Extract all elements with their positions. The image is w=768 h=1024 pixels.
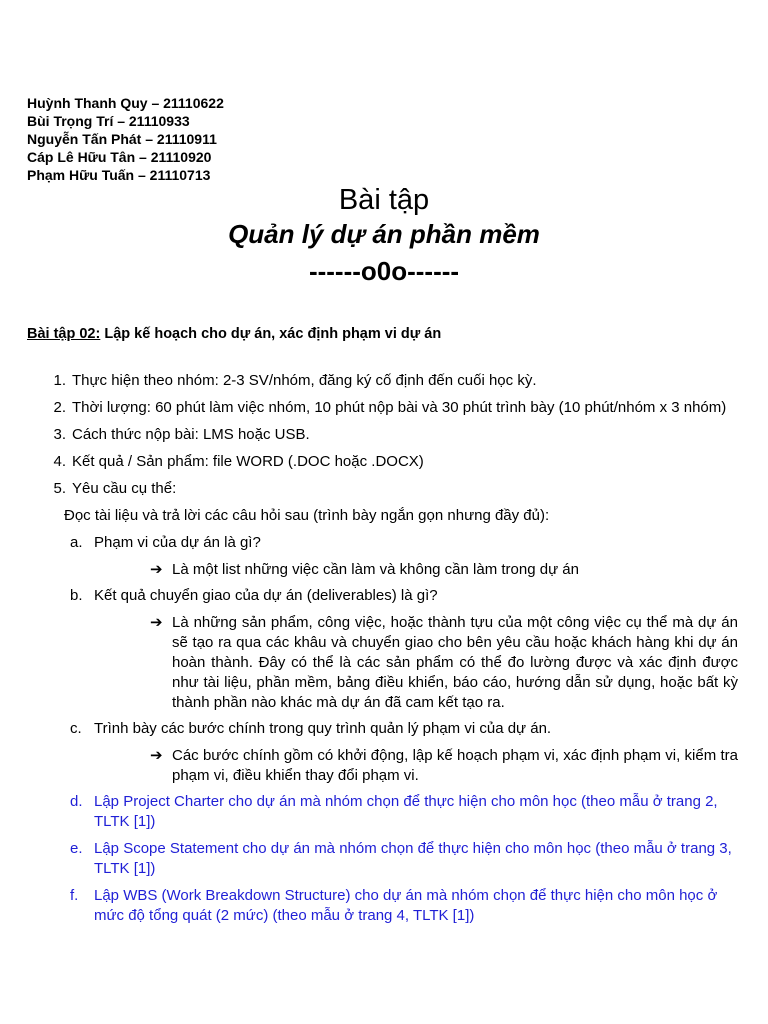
question-text: Phạm vi của dự án là gì? bbox=[94, 534, 261, 551]
arrow-right-icon: ➔ bbox=[150, 614, 163, 631]
arrow-right-icon: ➔ bbox=[150, 561, 163, 578]
question-letter: b. bbox=[70, 587, 83, 604]
list-item bbox=[48, 425, 738, 445]
author-line: Huỳnh Thanh Quy – 21110622 bbox=[27, 95, 224, 111]
author-list bbox=[27, 94, 224, 184]
list-item-text: Cách thức nộp bài: LMS hoặc USB. bbox=[72, 426, 310, 443]
question-letter: d. bbox=[70, 793, 83, 810]
title-divider: ------o0o------ bbox=[308, 256, 460, 286]
instructions-paragraph: Đọc tài liệu và trả lời các câu hỏi sau (trình bày ngắn gọn nhưng đầy đủ): bbox=[64, 507, 550, 524]
question-item bbox=[48, 533, 738, 553]
list-item bbox=[48, 398, 738, 418]
list-number: 3. bbox=[53, 426, 66, 443]
question-text: Lập Project Charter cho dự án mà nhóm chọn để thực hiện cho môn học (theo mẫu ở trang 2, TLTK [1]) bbox=[94, 793, 718, 830]
author-line: Phạm Hữu Tuấn – 21110713 bbox=[27, 167, 211, 183]
answer-body: Các bước chính gồm có khởi động, lập kế hoạch phạm vi, xác định phạm vi, kiểm tra phạm vi, điều khiển thay đổi phạm vi. bbox=[172, 747, 738, 784]
exercise-heading bbox=[27, 326, 441, 342]
document-title: Bài tập bbox=[338, 184, 430, 216]
question-item bbox=[48, 886, 738, 926]
author-line: Nguyễn Tấn Phát – 21110911 bbox=[27, 131, 217, 147]
list-number: 4. bbox=[53, 453, 66, 470]
list-number: 2. bbox=[53, 399, 66, 416]
answer-text bbox=[150, 613, 738, 713]
list-item bbox=[48, 479, 738, 499]
exercise-body bbox=[48, 371, 738, 933]
question-letter: c. bbox=[70, 720, 82, 737]
question-text: Lập WBS (Work Breakdown Structure) cho dự án mà nhóm chọn để thực hiện cho môn học ở mức độ tổng quát (2 mức) (theo mẫu ở trang 4, TLTK [1]) bbox=[94, 887, 718, 924]
question-text: Lập Scope Statement cho dự án mà nhóm chọn để thực hiện cho môn học (theo mẫu ở trang 3, TLTK [1]) bbox=[94, 840, 732, 877]
question-text: Kết quả chuyển giao của dự án (deliverables) là gì? bbox=[94, 587, 438, 604]
author-line: Bùi Trọng Trí – 21110933 bbox=[27, 113, 190, 129]
list-number: 1. bbox=[53, 372, 66, 389]
question-item bbox=[48, 586, 738, 606]
exercise-title: Lập kế hoạch cho dự án, xác định phạm vi dự án bbox=[100, 326, 442, 342]
author-line: Cáp Lê Hữu Tân – 21110920 bbox=[27, 149, 212, 165]
question-item bbox=[48, 792, 738, 832]
list-item-text: Kết quả / Sản phẩm: file WORD (.DOC hoặc .DOCX) bbox=[72, 453, 424, 470]
question-letter: a. bbox=[70, 534, 83, 551]
question-text: Trình bày các bước chính trong quy trình quản lý phạm vi của dự án. bbox=[94, 720, 552, 737]
exercise-label: Bài tập 02: bbox=[27, 326, 101, 342]
list-item-text: Yêu cầu cụ thể: bbox=[72, 480, 177, 497]
list-item-text: Thời lượng: 60 phút làm việc nhóm, 10 phút nộp bài và 30 phút trình bày (10 phút/nhóm x 3 nhóm) bbox=[72, 399, 727, 416]
question-letter: f. bbox=[70, 887, 79, 904]
question-item bbox=[48, 719, 738, 739]
document-subtitle: Quản lý dự án phần mềm bbox=[228, 219, 540, 249]
arrow-right-icon: ➔ bbox=[150, 747, 163, 764]
question-letter: e. bbox=[70, 840, 83, 857]
answer-text bbox=[150, 560, 738, 580]
answer-body: Là một list những việc cần làm và không cần làm trong dự án bbox=[172, 561, 579, 578]
answer-text bbox=[150, 746, 738, 786]
list-number: 5. bbox=[53, 480, 66, 497]
list-item bbox=[48, 452, 738, 472]
question-item bbox=[48, 839, 738, 879]
list-item-text: Thực hiện theo nhóm: 2-3 SV/nhóm, đăng ký cố định đến cuối học kỳ. bbox=[72, 372, 537, 389]
list-item bbox=[48, 371, 738, 391]
answer-body: Là những sản phẩm, công việc, hoặc thành tựu của một công việc cụ thể mà dự án sẽ tạo ra qua các khâu và chuyển giao cho bên yêu cầu hoặc khách hàng khi dự án hoàn thành. Đây có thể là các sản phẩm có thể đo lường được và xác định được như tài liệu, phần mềm, bảng điều khiển, báo cáo, hướng dẫn sử dụng, hoặc bất kỳ thành phần nào khác mà dự án đã cam kết tạo ra. bbox=[172, 614, 738, 711]
